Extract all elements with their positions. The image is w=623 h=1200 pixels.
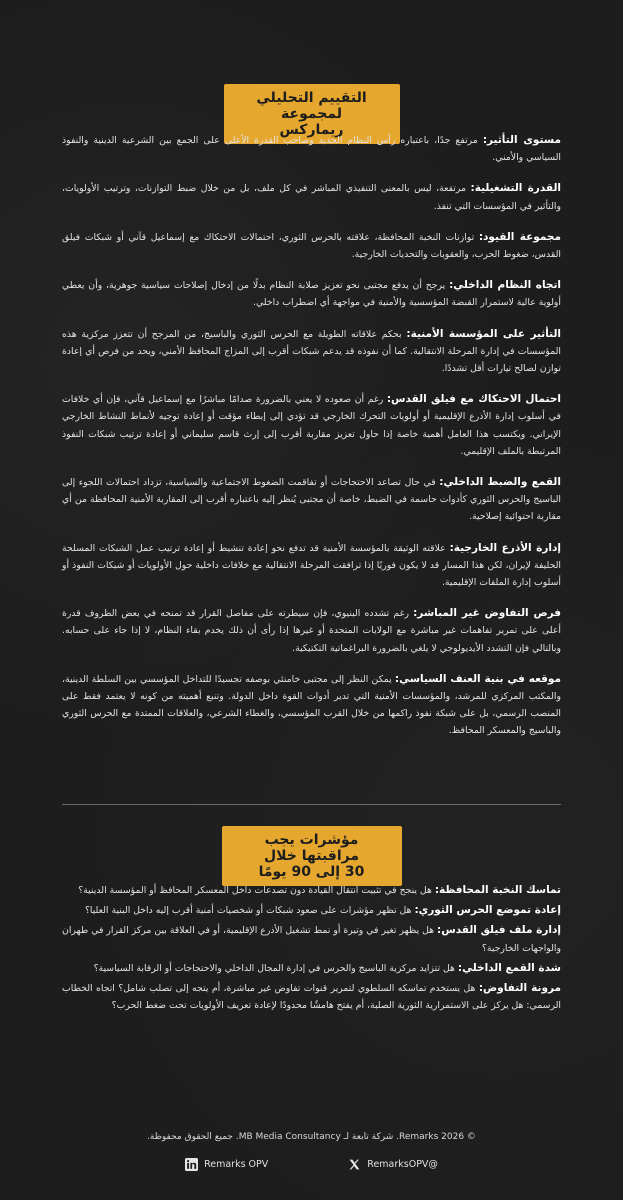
x-link[interactable] xyxy=(348,1158,438,1171)
assessment-term: مستوى التأثير: xyxy=(482,134,561,146)
assessment-term: مجموعة القيود: xyxy=(478,230,561,243)
assessment-item xyxy=(62,671,561,740)
assessment-item xyxy=(62,180,561,214)
assessment-term: إدارة الأذرع الخارجية: xyxy=(449,541,561,554)
assessment-text: علاقته الوثيقة بالمؤسسة الأمنية قد تدفع نحو إعادة تنشيط أو إعادة ترتيب عمل الشبكات المسلحة الحليفة لإيران، لكن هذا المسار قد لا يكون فوريًا إذا ترافقت المرحلة الانتقالية مع خلافات داخلية حول الأولويات أو شبكات النفوذ أو أسلوب إدارة الملفات الإقليمية. xyxy=(62,542,561,589)
footer-copyright: © Remarks 2026. شركة تابعة لـ MB Media Consultancy. جميع الحقوق محفوظة. xyxy=(147,1132,476,1142)
indicator-item xyxy=(62,922,561,956)
assessment-term: اتجاه النظام الداخلي: xyxy=(449,279,561,292)
indicator-text: هل يستخدم تماسكه السلطوي لتمرير قنوات تفاوض غير مباشرة، أم يتجه إلى تصلب شامل؟ اتجاه الخطاب الرسمي: هل يركز على الاستمرارية الثورية الصلبة، أم يفتح هامشًا محدودًا لإعادة تعريف الأولويات تحت ضغط الحرب؟ xyxy=(62,983,561,1012)
indicator-item xyxy=(62,980,561,1014)
assessment-text: يرجح أن يدفع مجتبى نحو تعزيز صلابة النظام بدلًا من إدخال إصلاحات سياسية جوهرية، وأن يعطي أولوية عالية لاستمرار القبضة المؤسسية والأمنية في مواجهة أي اضطراب داخلي. xyxy=(62,280,561,309)
assessment-text: مرتفع جدًا، باعتباره رأس النظام الجديد وصاحب القدرة الأعلى على الجمع بين الشرعية الدينية والنفوذ السياسي والأمني. xyxy=(62,135,561,164)
assessment-text: توازنات النخبة المحافظة، علاقته بالحرس الثوري، احتمالات الاحتكاك مع إسماعيل قآني أو شبكات فيلق القدس، ضغوط الحرب، والعقوبات والتحديات الخارجية. xyxy=(62,231,561,261)
assessment-item xyxy=(62,605,561,657)
assessment-term: فرص التفاوض غير المباشر: xyxy=(413,607,562,620)
indicator-term: إعادة تموضع الحرس الثوري: xyxy=(414,904,561,917)
indicators-banner-line1: مؤشرات يجب مراقبتها خلال xyxy=(263,832,359,864)
assessment-item xyxy=(62,132,561,166)
indicator-term: شدة القمع الداخلي: xyxy=(457,961,561,974)
assessment-item xyxy=(62,229,561,263)
assessment-term: القدرة التشغيلية: xyxy=(470,182,561,195)
assessment-item xyxy=(62,277,561,311)
indicators-banner xyxy=(222,826,402,886)
linkedin-icon xyxy=(185,1158,198,1171)
assessment-item xyxy=(62,326,561,378)
assessment-term: التأثير على المؤسسة الأمنية: xyxy=(406,327,561,340)
indicator-text: هل تتزايد مركزية الباسيج والحرس في إدارة المجال الداخلي والاحتجاجات أو الرقابة السياسية؟ xyxy=(93,962,455,974)
indicator-term: تماسك النخبة المحافظة: xyxy=(434,884,561,896)
indicator-item xyxy=(62,960,561,977)
x-logo-icon xyxy=(348,1158,361,1171)
indicator-term: إدارة ملف فيلق القدس: xyxy=(437,924,561,937)
indicator-text: هل ينجح في تثبيت انتقال القيادة دون تصدعات داخل المعسكر المحافظ أو المؤسسة الدينية؟ xyxy=(78,885,432,896)
social-links xyxy=(0,1158,623,1171)
assessment-banner-line1: التقييم التحليلي لمجموعة xyxy=(256,90,367,122)
assessment-item xyxy=(62,474,561,526)
x-handle: RemarksOPV@ xyxy=(367,1159,438,1170)
assessment-text: رغم تشدده البنيوي، فإن سيطرته على مفاصل القرار قد تمنحه في بعض الظروف قدرة أعلى على تمرير تفاهمات غير مباشرة مع الولايات المتحدة أو غيرها إذا رأى أن ذلك يخدم بقاء النظام، لا إذا جاء على حسابه. وبالتالي فإن التشدد الأيديولوجي لا يلغي بالضرورة البراغماتية التكتيكية. xyxy=(62,608,561,654)
indicator-text: هل تظهر مؤشرات على صعود شبكات أو شخصيات أمنية أقرب إليه داخل البنية العليا؟ xyxy=(84,905,412,917)
assessment-term: القمع والضبط الداخلي: xyxy=(439,476,561,489)
linkedin-handle: Remarks OPV xyxy=(204,1159,269,1170)
indicators-banner-line2: 30 إلى 90 يومًا xyxy=(258,864,365,880)
assessment-text: بحكم علاقاته الطويلة مع الحرس الثوري والباسيج، من المرجح أن تتعزز مركزية هذه المؤسسات في إدارة المرحلة الانتقالية. كما أن نفوذه قد يدعم شبكات أقرب إلى المزاج المحافظ الأمني، ويحد من فرص أي إعادة توازن لصالح تيارات أقل تشددًا. xyxy=(62,328,561,375)
indicator-item xyxy=(62,882,561,899)
assessment-item xyxy=(62,540,561,592)
indicators-section xyxy=(62,882,561,1017)
assessment-term: احتمال الاحتكاك مع فيلق القدس: xyxy=(386,393,561,406)
section-divider xyxy=(62,804,561,805)
indicator-text: هل يظهر تغير في وتيرة أو نمط تشغيل الأذرع الإقليمية، أو في العلاقة بين مركز القرار في طهران والواجهات الخارجية؟ xyxy=(62,925,561,954)
assessment-text: رغم أن صعوده لا يعني بالضرورة صدامًا مباشرًا مع إسماعيل قآني، فإن أي خلافات في أسلوب إدارة الأذرع الإقليمية أو أولويات التحرك الخارجي قد تؤدي إلى إبطاء مؤقت أو إعادة توجيه لأنماط النشاط الخارجي الإيراني. ويكتسب هذا العامل أهمية خاصة إذا حاول تعزيز مقاربة أقرب إلى إرث قاسم سليماني أو إعادة ترتيب شبكات النفوذ المرتبطة بالملف الإقليمي. xyxy=(62,394,561,457)
indicator-term: مرونة التفاوض: xyxy=(478,982,561,995)
assessment-text: مرتفعة، ليس بالمعنى التنفيذي المباشر في كل ملف، بل من خلال ضبط التوازنات، وترتيب الأولويات، والتأثير في المؤسسات التي تنفذ. xyxy=(62,183,561,212)
assessment-section xyxy=(62,132,561,754)
assessment-text: يمكن النظر إلى مجتبى خامنئي بوصفه تجسيدًا للتداخل المؤسسي بين السلطة الدينية، والمكتب المركزي للمرشد، والمؤسسات الأمنية التي تدير أدوات القوة داخل الدولة. وتنبع أهميته من كونه لا يعتمد فقط على المنصب الرسمي، بل على شبكة نفوذ راكمها من خلال القرب المؤسسي، والغطاء الشرعي، والعلاقات الممتدة مع الحرس الثوري والباسيج والمعسكر المحافظ. xyxy=(62,673,561,737)
assessment-text: في حال تصاعد الاحتجاجات أو تفاقمت الضغوط الاجتماعية والسياسية، تزداد احتمالات اللجوء إلى الباسيج والحرس الثوري كأدوات حاسمة في الضبط، خاصة أن مجتبى يُنظر إليه باعتباره أقرب إلى المقاربة الأمنية المحافظة من أي مقاربة احتوائية إصلاحية. xyxy=(62,477,561,523)
indicator-item xyxy=(62,902,561,919)
assessment-term: موقعه في بنية العنف السياسي: xyxy=(394,672,561,685)
linkedin-link[interactable] xyxy=(185,1158,268,1171)
assessment-item xyxy=(62,391,561,460)
assessment-banner-line2: ريماركس xyxy=(279,122,344,138)
